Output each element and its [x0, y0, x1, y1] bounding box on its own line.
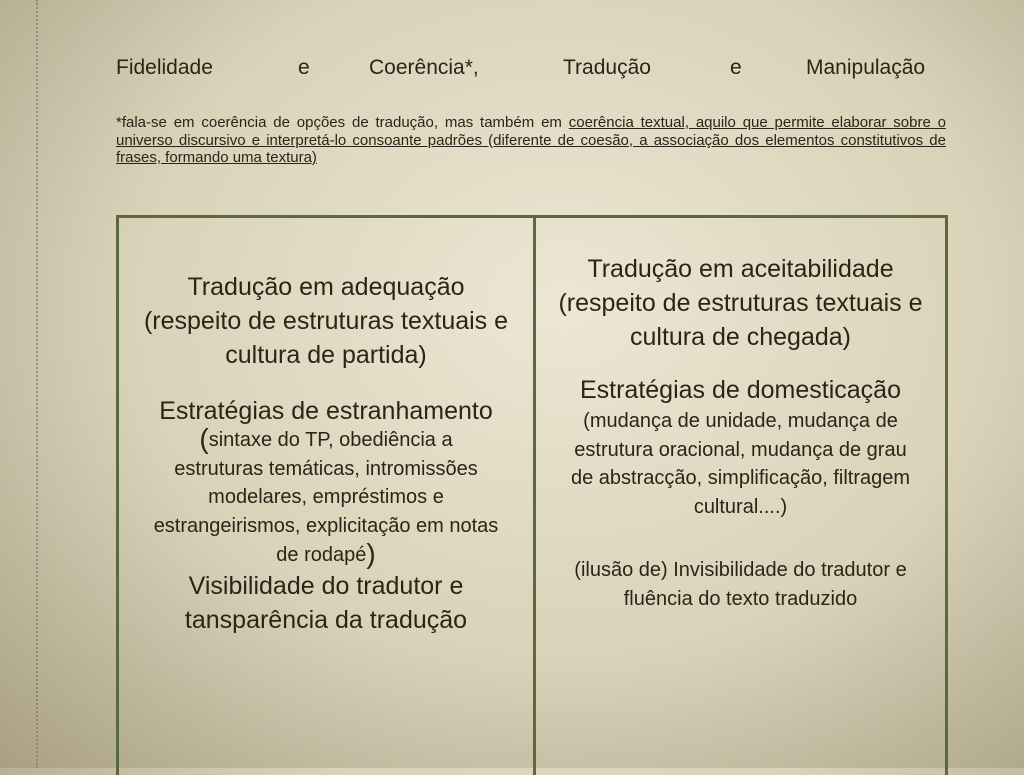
left-strategy-line: de rodapé — [276, 544, 367, 566]
title-word-manipulacao: Manipulação — [806, 56, 926, 79]
left-heading — [119, 270, 533, 372]
left-strategy-line: estruturas temáticas, intromissões — [174, 457, 478, 480]
left-strategy-line: modelares, empréstimos e — [208, 486, 444, 508]
title-word-fidelidade: Fidelidade — [116, 56, 213, 79]
left-strategy-line: sintaxe do TP, obediência a — [208, 429, 453, 451]
footnote — [116, 114, 946, 167]
left-visibility — [119, 569, 533, 637]
footnote-underlined-text: coerência textual, aquilo que permite elaborar sobre o universo discursivo e interpretá-lo consoante padrões (diferente de coesão, a associação dos elementos constitutivos de frases, formando uma textura) — [116, 114, 946, 166]
right-heading-line: (respeito de estruturas textuais e — [558, 289, 923, 317]
left-heading-line: Tradução em adequação — [187, 273, 465, 301]
left-strategy-title: Estratégias de estranhamento — [159, 397, 493, 425]
open-paren: ( — [199, 423, 209, 454]
left-strategy-line: estrangeirismos, explicitação em notas — [153, 514, 499, 537]
right-strategy-title: Estratégias de domesticação — [579, 376, 901, 404]
close-paren: ) — [366, 538, 376, 569]
right-heading-line: cultura de chegada) — [630, 323, 851, 351]
notebook-binding — [0, 0, 62, 768]
right-strategy-line: de abstracção, simplificação, filtragem — [570, 467, 911, 489]
right-strategy-line: cultural....) — [693, 495, 788, 518]
right-visibility — [536, 556, 945, 613]
title-word-coerencia: Coerência*, — [369, 56, 479, 79]
right-strategy-line: (mudança de unidade, mudança de — [583, 410, 898, 432]
right-heading — [536, 252, 945, 354]
title-word-e: e — [298, 56, 310, 79]
right-visibility-line: fluência do texto traduzido — [623, 587, 858, 610]
slide-title — [116, 56, 952, 86]
comparison-table — [116, 215, 948, 775]
title-word-e2: e — [730, 56, 742, 79]
right-heading-line: Tradução em aceitabilidade — [587, 255, 894, 283]
left-visibility-line: tansparência da tradução — [184, 606, 468, 634]
footnote-text: *fala-se em coerência de opções de tradução, mas também em — [116, 114, 569, 131]
right-strategy-list — [536, 407, 945, 521]
left-strategy-list — [119, 425, 533, 570]
title-word-traducao: Tradução — [563, 56, 651, 79]
left-visibility-line: Visibilidade do tradutor e — [188, 572, 464, 600]
left-heading-line: (respeito de estruturas textuais e — [143, 307, 509, 335]
right-visibility-line: (ilusão de) Invisibilidade do tradutor e — [574, 559, 907, 581]
right-strategy-line: estrutura oracional, mudança de grau — [574, 438, 907, 461]
left-heading-line: cultura de partida) — [225, 341, 427, 369]
